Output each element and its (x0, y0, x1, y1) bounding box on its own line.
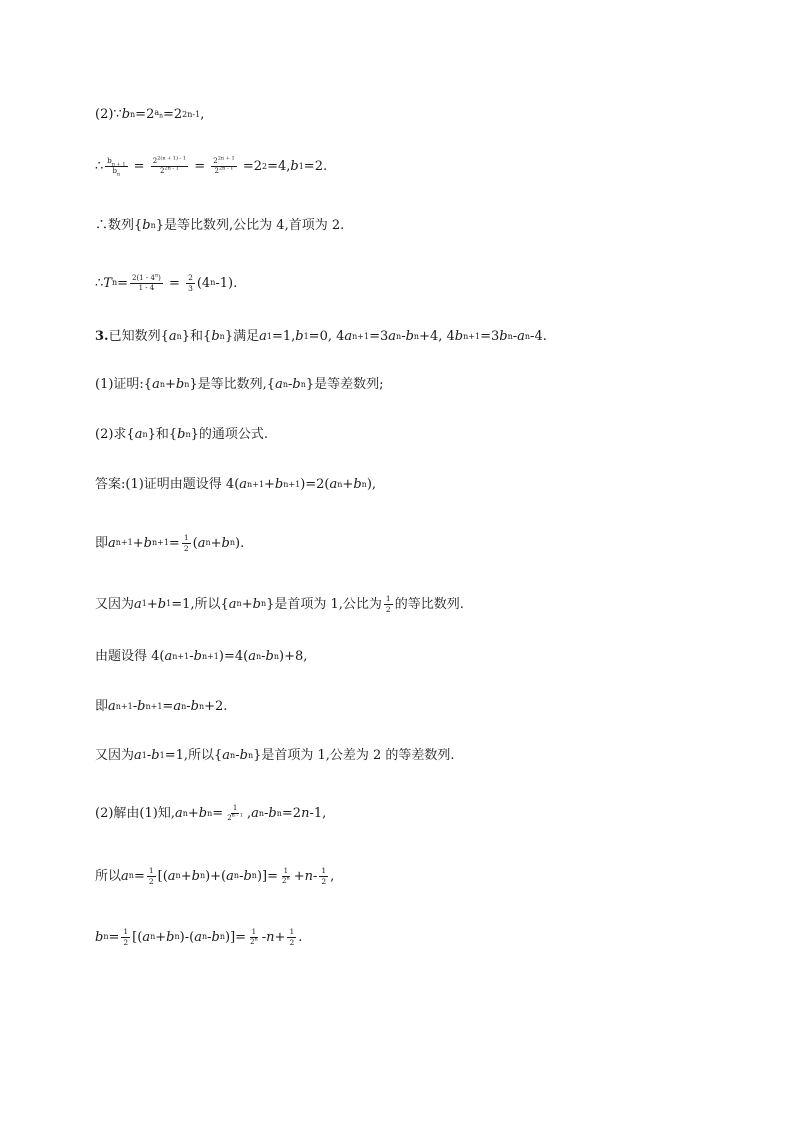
problem-part: (1)证明:{ a n + b n }是等比数列,{ a n - b n }是等差数列; (95, 377, 384, 392)
math-line: ∴ $\frac{b_{n + 1}}{b_n}$ = $\frac{2^{2(n + 1) - 1}}{2^{2n - 1}}$ = $\frac{2^{2n + 1}}{2^{2n - 1}}$ =2 2 =4, b 1 =2. (95, 155, 328, 178)
text-line: ∴数列{ b n }是等比数列,公比为 4,首项为 2. (95, 218, 345, 233)
answer-line: 即 a n+1 + b n+1 = $\frac{1}{2}$ ( a n + b n ). (95, 533, 245, 553)
answer-line: 由题设得 4( a n+1 - b n+1 )=4( a n - b n )+8, (95, 649, 308, 664)
math-line: ∴ T n = $\frac{2(1 - 4^n)}{1 - 4}$ = $\frac{2}{3}$ (4 n -1). (95, 272, 238, 293)
answer-line: 又因为 a 1 + b 1 =1,所以{ a n + b n }是首项为 1,公比为 $\frac{1}{2}$ 的等比数列. (95, 594, 464, 614)
problem-part: (2)求{ a n }和{ b n }的通项公式. (95, 427, 269, 442)
answer-line: (2)解由(1)知, a n + b n = $\frac{1}{2^{n - 1}}$ , a n - b n =2 n -1, (95, 804, 327, 823)
answer-line: 所以 a n = $\frac{1}{2}$ [( a n + b n )+( a n - b n )]= $\frac{1}{2^n}$ + n - $\frac{1}{2}$ , (95, 866, 335, 886)
text-line: (2)∵ b n =2 $a_n$ =2 2n-1 , (95, 107, 205, 122)
answer-line: 又因为 a 1 - b 1 =1,所以{ a n - b n }是首项为 1,公差为 2 的等差数列. (95, 748, 455, 763)
problem-statement: 3. 已知数列{ a n }和{ b n }满足 a 1 =1, b 1 =0, 4 a n+1 =3 a n - b n +4, 4 b n+1 =3 b n - a n -4. (95, 329, 547, 344)
answer-line: 即 a n+1 - b n+1 = a n - b n +2. (95, 699, 228, 714)
answer-line: b n = $\frac{1}{2}$ [( a n + b n )-( a n - b n )]= $\frac{1}{2^n}$ - n + $\frac{1}{2}$ . (95, 927, 303, 947)
answer-line: 答案:(1)证明由题设得 4( a n+1 + b n+1 )=2( a n + b n ), (95, 477, 377, 492)
